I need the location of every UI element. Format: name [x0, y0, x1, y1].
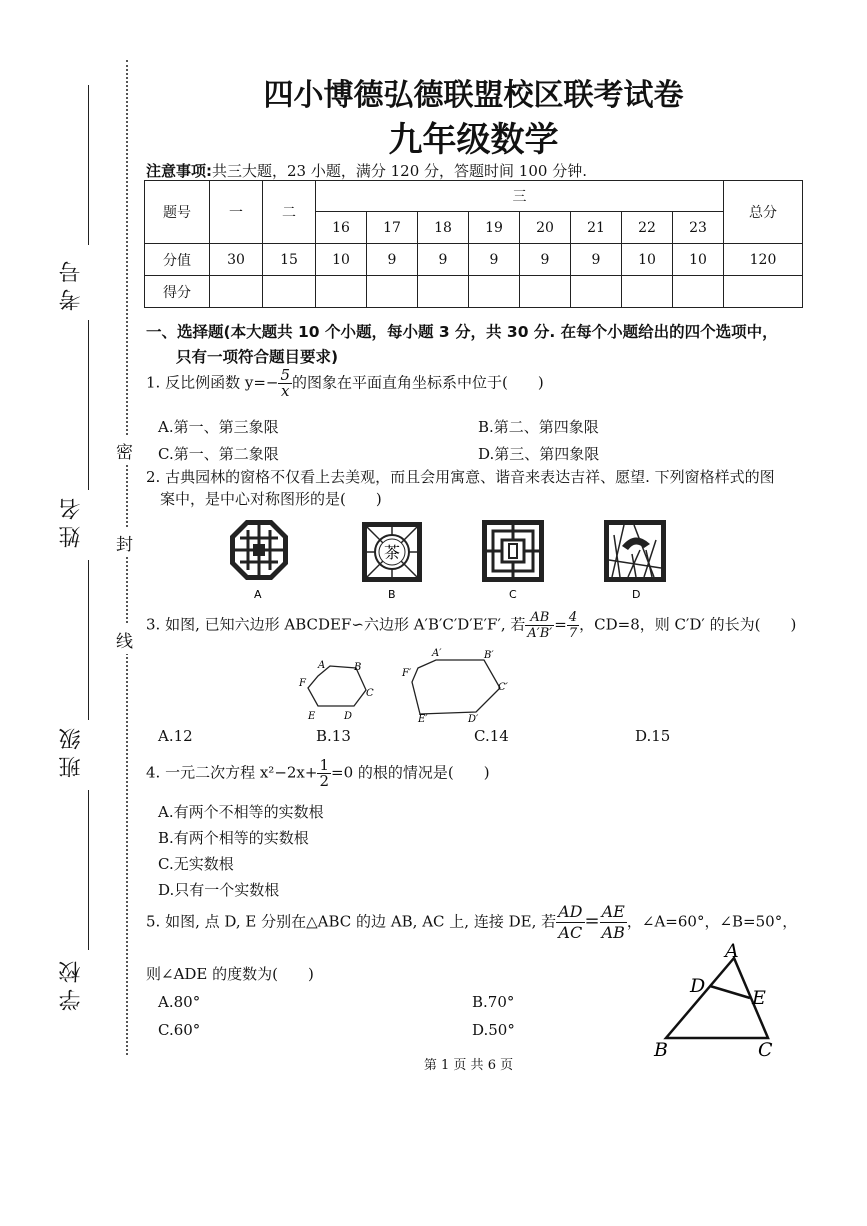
q5-option-a[interactable]: A.80° — [158, 993, 201, 1011]
table-cell: 10 — [622, 244, 673, 276]
denominator: 7 — [568, 626, 578, 641]
table-row — [145, 276, 803, 308]
q5-text: ，∠A=60°，∠B=50°， — [626, 912, 798, 931]
table-header-cell: 17 — [367, 212, 418, 244]
table-cell: 9 — [367, 244, 418, 276]
q2-text: 案中，是中心对称图形的是( ) — [160, 490, 382, 508]
side-label-school: 学校 — [59, 955, 84, 1011]
side-rule — [88, 790, 89, 950]
q3-option-c[interactable]: C.14 — [474, 727, 509, 745]
table-header-cell: 18 — [418, 212, 469, 244]
q3-text: 3. 如图, 已知六边形 ABCDEF∽六边形 A′B′C′D′E′F′, 若 — [146, 615, 526, 634]
large-hexagon — [412, 660, 500, 714]
numerator: 5 — [280, 366, 291, 384]
point-label: B — [654, 1039, 668, 1060]
section-heading-line: 只有一项符合题目要求) — [176, 348, 339, 366]
segment-de — [710, 986, 750, 998]
table-cell: 10 — [673, 244, 724, 276]
table-header-cell: 三 — [316, 181, 724, 212]
table-cell: 9 — [469, 244, 520, 276]
table-header-cell: 20 — [520, 212, 571, 244]
q5-text-line2: 则∠ADE 的度数为( ) — [146, 965, 314, 983]
lattice-label-a: A — [254, 588, 262, 601]
numerator: AB — [525, 610, 554, 626]
denominator: AB — [601, 923, 625, 942]
q3-fraction — [567, 610, 579, 641]
denominator: 2 — [319, 772, 330, 790]
question-2 — [146, 466, 811, 510]
q1-text: 1. 反比例函数 y=− — [146, 373, 279, 392]
q3-option-d[interactable]: D.15 — [635, 727, 671, 745]
side-label-class: 班级 — [59, 722, 84, 778]
table-header-cell: 22 — [622, 212, 673, 244]
table-header-cell: 二 — [263, 181, 316, 244]
hexagon-figures — [296, 644, 516, 726]
numerator: 4 — [568, 610, 578, 625]
q1-option-b[interactable]: B.第二、第四象限 — [478, 418, 599, 436]
q5-option-d[interactable]: D.50° — [472, 1021, 515, 1039]
q5-fraction — [556, 902, 584, 943]
lattice-a[interactable] — [230, 520, 288, 580]
question-4 — [146, 758, 490, 789]
table-cell: 分值 — [145, 244, 210, 276]
score-input-cell[interactable] — [469, 276, 520, 308]
side-rule — [88, 320, 89, 490]
vertex-label: D — [344, 711, 353, 722]
question-1 — [146, 368, 544, 399]
point-label: D — [690, 975, 706, 997]
q4-option-a[interactable]: A.有两个不相等的实数根 — [158, 803, 324, 821]
q5-fraction — [600, 902, 627, 943]
point-label: E — [752, 987, 766, 1009]
score-input-cell[interactable] — [571, 276, 622, 308]
score-input-cell[interactable] — [673, 276, 724, 308]
lattice-label-b: B — [388, 588, 396, 601]
tea-character: 茶 — [383, 543, 401, 562]
section-heading-line: 一、选择题(本大题共 10 个小题，每小题 3 分，共 30 分. 在每个小题给出的四个选项中， — [146, 323, 778, 341]
seal-dotted-line — [126, 60, 128, 1055]
q3-text: = — [554, 615, 567, 634]
q1-fraction — [278, 368, 292, 399]
lattice-d[interactable] — [604, 520, 666, 582]
score-input-cell[interactable] — [418, 276, 469, 308]
page-footer: 第 1 页 共 6 页 — [423, 1058, 514, 1073]
notice-text: 共三大题，23 小题，满分 120 分，答题时间 100 分钟. — [212, 162, 587, 180]
vertex-label: C′ — [498, 682, 508, 693]
vertex-label: A′ — [432, 648, 442, 659]
q4-option-c[interactable]: C.无实数根 — [158, 855, 234, 873]
q5-text: 5. 如图, 点 D, E 分别在△ABC 的边 AB, AC 上, 连接 DE, 若 — [146, 912, 557, 931]
table-header-cell: 21 — [571, 212, 622, 244]
q3-text: ，CD=8，则 C′D′ 的长为( ) — [579, 615, 797, 634]
table-header-cell: 总分 — [724, 181, 803, 244]
table-cell: 30 — [210, 244, 263, 276]
vertex-label: B′ — [484, 650, 494, 661]
q1-option-d[interactable]: D.第三、第四象限 — [478, 445, 600, 463]
vertex-label: B — [354, 662, 362, 673]
lattice-label-d: D — [632, 588, 641, 601]
score-input-cell[interactable] — [210, 276, 263, 308]
q3-fraction — [525, 610, 554, 641]
q1-text: 的图象在平面直角坐标系中位于( ) — [292, 373, 544, 392]
question-3 — [146, 610, 796, 641]
q4-fraction — [317, 758, 331, 789]
vertex-label: D′ — [468, 714, 479, 725]
table-header-cell: 16 — [316, 212, 367, 244]
vertex-label: E — [308, 711, 316, 722]
side-rule — [88, 560, 89, 720]
table-header-cell: 19 — [469, 212, 520, 244]
table-header-cell: 一 — [210, 181, 263, 244]
q5-option-c[interactable]: C.60° — [158, 1021, 201, 1039]
notice — [146, 160, 587, 181]
table-header-cell: 题号 — [145, 181, 210, 244]
seal-char: 封 — [116, 528, 133, 557]
table-cell: 15 — [263, 244, 316, 276]
side-label-exam-number: 考号 — [59, 255, 84, 311]
question-5 — [146, 902, 797, 943]
q3-option-b[interactable]: B.13 — [316, 727, 351, 745]
vertex-label: A — [318, 660, 326, 671]
score-input-cell[interactable] — [622, 276, 673, 308]
vertex-label: F — [299, 678, 306, 689]
numerator: 1 — [319, 756, 330, 774]
table-cell: 10 — [316, 244, 367, 276]
table-cell: 9 — [418, 244, 469, 276]
vertex-label: C — [366, 688, 374, 699]
q4-text: 4. 一元二次方程 x²−2x+ — [146, 763, 318, 782]
section-heading — [146, 320, 806, 370]
lattice-b[interactable] — [362, 522, 422, 582]
denominator: A′B′ — [527, 626, 553, 641]
triangle-figure — [652, 940, 792, 1060]
q4-option-d[interactable]: D.只有一个实数根 — [158, 881, 280, 899]
q5-option-b[interactable]: B.70° — [472, 993, 515, 1011]
table-cell: 120 — [724, 244, 803, 276]
notice-label: 注意事项: — [146, 162, 212, 180]
score-input-cell[interactable] — [263, 276, 316, 308]
table-cell: 9 — [571, 244, 622, 276]
exam-subtitle: 九年级数学 — [388, 120, 559, 160]
q5-text: = — [584, 910, 600, 932]
q2-text: 2. 古典园林的窗格不仅看上去美观，而且会用寓意、谐音来表达吉祥、愿望. 下列窗格样式的图 — [146, 468, 775, 486]
point-label: A — [725, 940, 739, 962]
q1-option-c[interactable]: C.第一、第二象限 — [158, 445, 279, 463]
lattice-c[interactable] — [482, 520, 544, 582]
numerator: AE — [600, 902, 627, 923]
score-input-cell[interactable] — [316, 276, 367, 308]
table-header-cell: 23 — [673, 212, 724, 244]
lattice-label-c: C — [509, 588, 517, 601]
denominator: AC — [558, 923, 583, 942]
denominator: x — [281, 382, 290, 400]
score-table — [144, 180, 803, 308]
seal-char: 线 — [116, 625, 133, 654]
point-label: C — [758, 1039, 773, 1060]
side-label-name: 姓名 — [59, 492, 84, 548]
score-input-cell[interactable] — [724, 276, 803, 308]
table-row — [145, 244, 803, 276]
q1-option-a[interactable]: A.第一、第三象限 — [158, 418, 279, 436]
score-input-cell[interactable] — [520, 276, 571, 308]
exam-title: 四小博德弘德联盟校区联考试卷 — [263, 78, 684, 113]
table-cell: 9 — [520, 244, 571, 276]
q3-option-a[interactable]: A.12 — [158, 727, 193, 745]
window-lattice-figures — [228, 518, 678, 606]
seal-char: 密 — [116, 436, 133, 465]
vertex-label: F′ — [402, 668, 412, 679]
table-cell: 得分 — [145, 276, 210, 308]
numerator: AD — [558, 902, 583, 921]
q4-text: =0 的根的情况是( ) — [331, 763, 490, 782]
score-input-cell[interactable] — [367, 276, 418, 308]
q4-option-b[interactable]: B.有两个相等的实数根 — [158, 829, 309, 847]
vertex-label: E′ — [418, 714, 428, 725]
